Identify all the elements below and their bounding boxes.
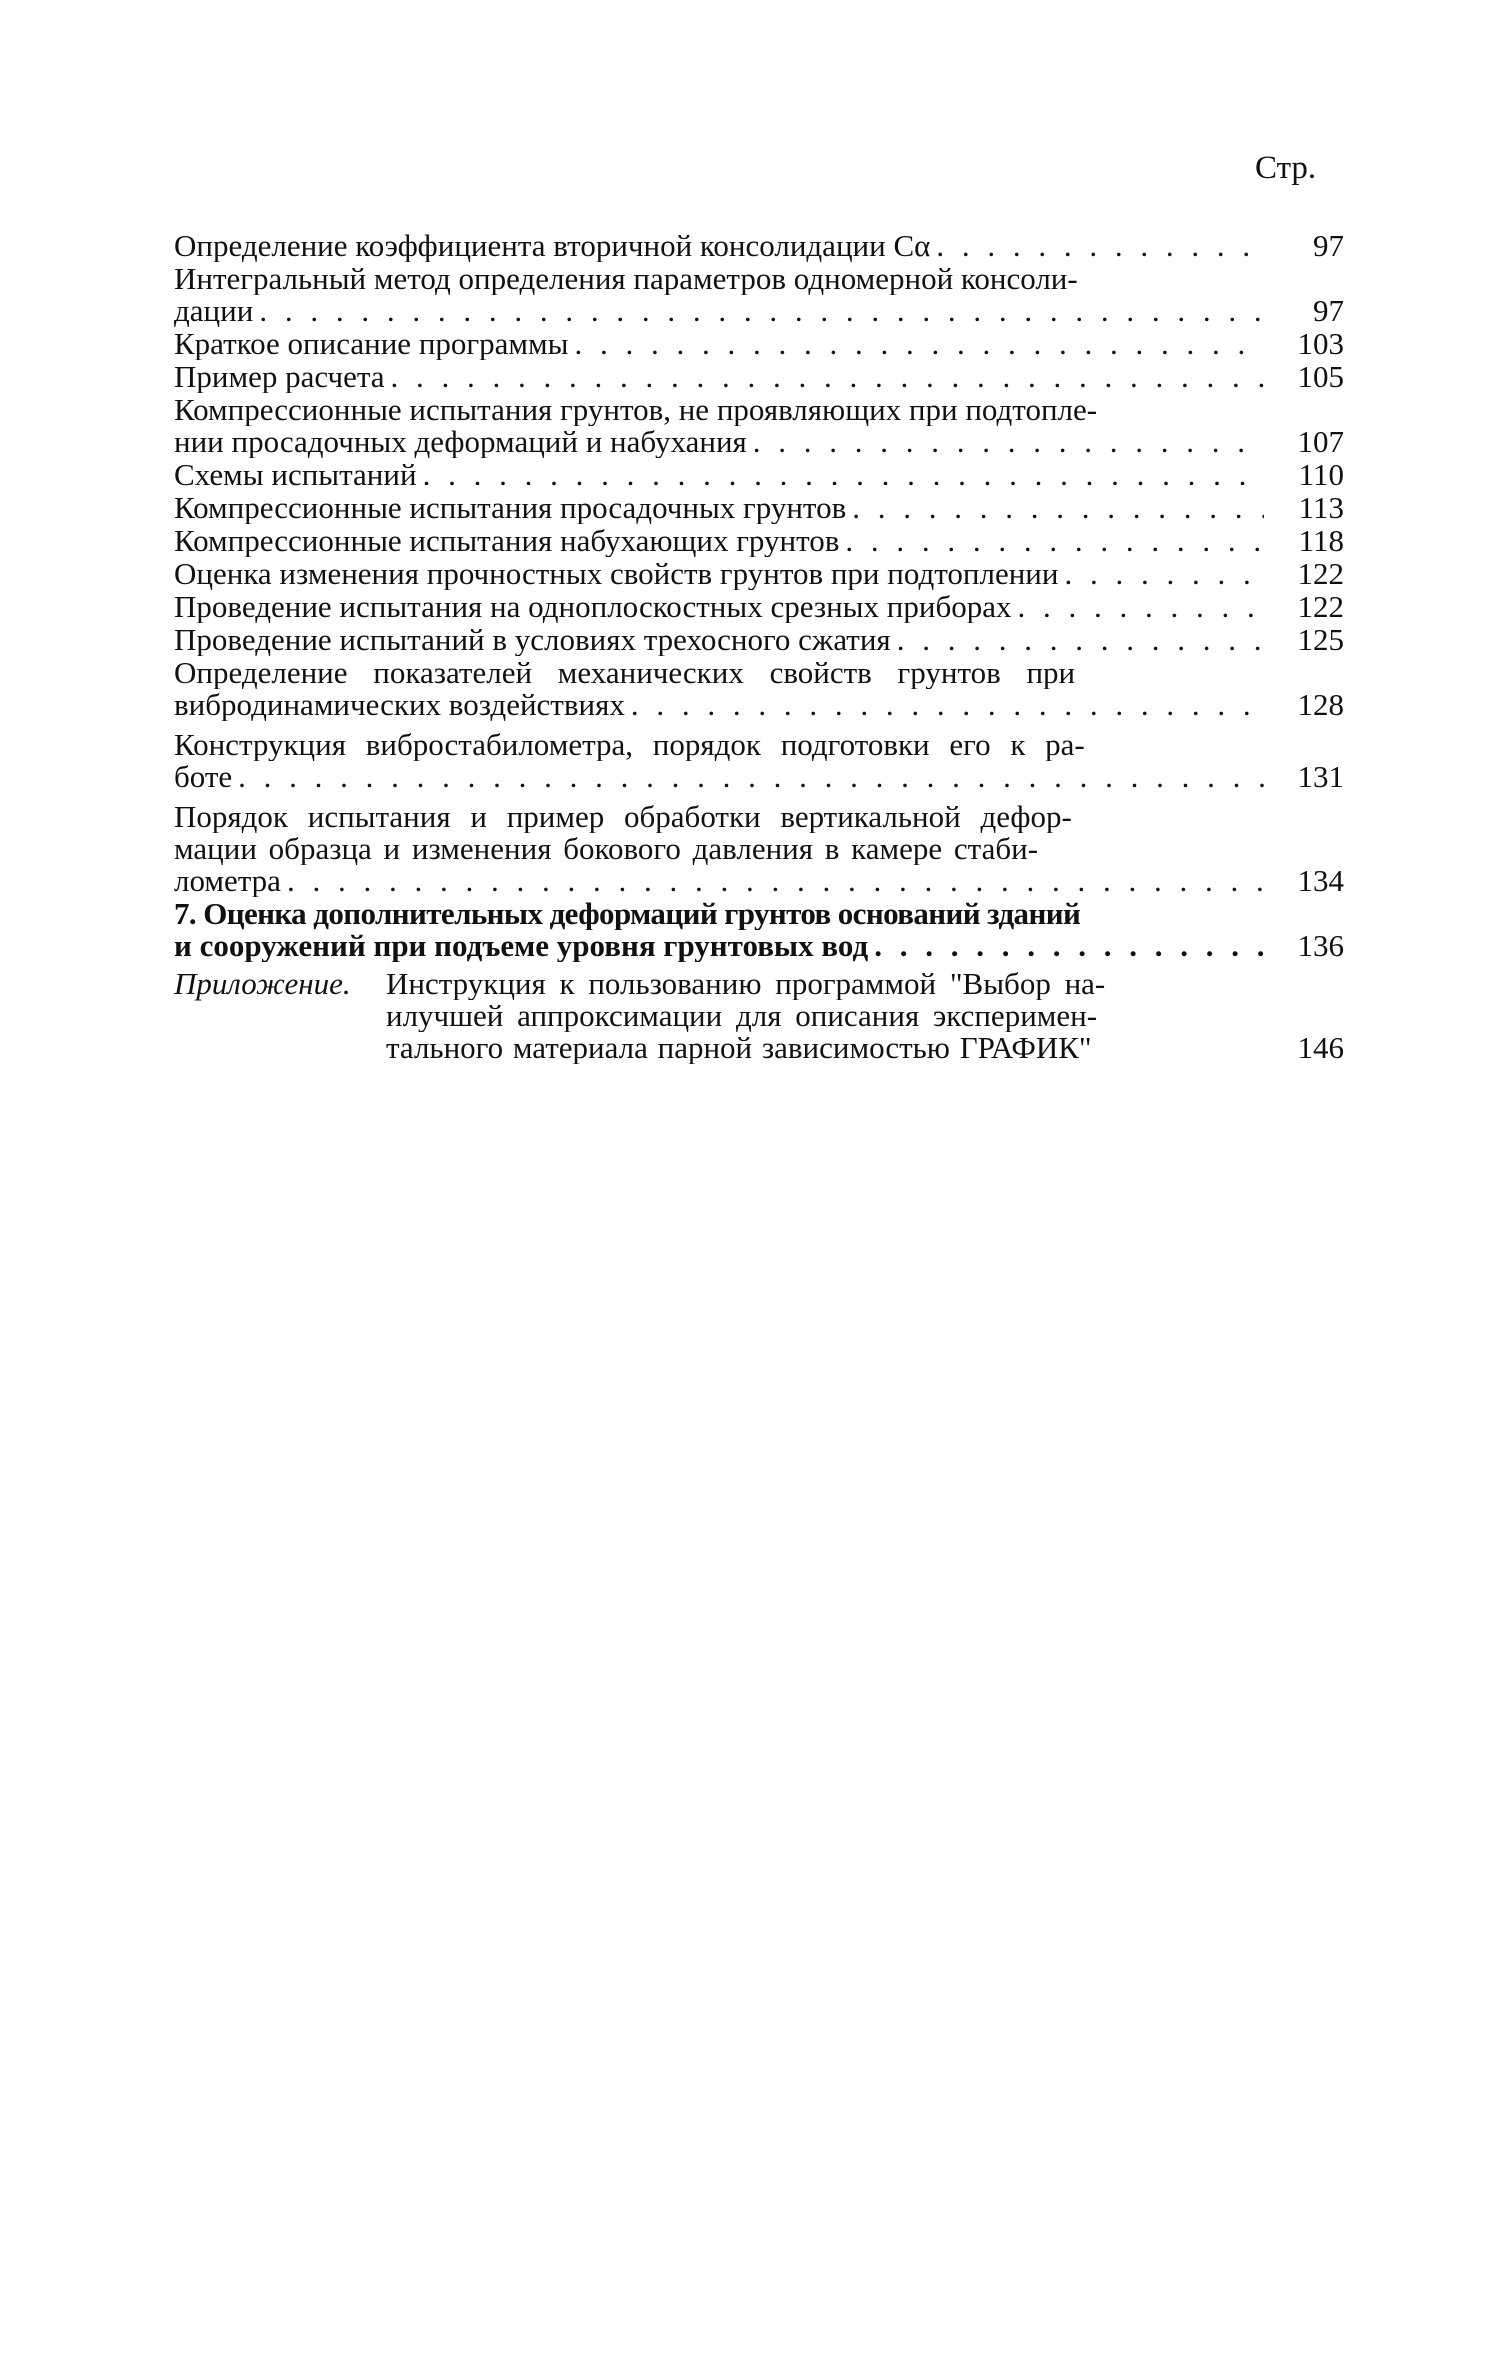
toc-entry-title: [174, 230, 1264, 262]
toc-page-number: 97: [1313, 293, 1344, 328]
toc-entry: [174, 729, 1354, 793]
toc-entry-line: нии просадочных деформаций и набухания: [174, 426, 747, 458]
toc-entry: [174, 361, 1354, 393]
dot-leader: [574, 328, 1264, 360]
appendix-line: тального материала парной зависимостью ГРАФИК": [386, 1032, 1092, 1064]
toc-page-number: 122: [1297, 589, 1344, 624]
toc-entry-line: Компрессионные испытания грунтов, не проявляющих при подтопле-: [174, 394, 1098, 426]
toc-entry-title: [174, 263, 1264, 327]
toc-entry-line: Компрессионные испытания просадочных грунтов: [174, 492, 847, 524]
toc-entry: [174, 328, 1354, 360]
toc-entry-line: Интегральный метод определения параметров одномерной консоли-: [174, 263, 1078, 295]
dot-leader: [631, 689, 1264, 721]
toc-entry-line: Компрессионные испытания набухающих грунтов: [174, 525, 840, 557]
toc-entry: [174, 263, 1354, 327]
toc-entry: [174, 624, 1354, 656]
dot-leader: [845, 525, 1264, 557]
toc-page-number: 146: [1297, 1030, 1344, 1065]
toc-entry-line: Краткое описание программы: [174, 328, 569, 360]
appendix-label: Приложение.: [174, 966, 351, 1001]
toc-entry-title: [174, 525, 1264, 557]
dot-leader: [238, 761, 1264, 793]
toc-page-number: 113: [1298, 490, 1344, 525]
toc-entry: [174, 558, 1354, 590]
toc-entry-title: [174, 328, 1264, 360]
table-of-contents: [174, 230, 1354, 1064]
dot-leader: [391, 361, 1264, 393]
toc-entry: [174, 525, 1354, 557]
toc-entry-line: дации: [174, 295, 254, 327]
appendix-line: Инструкция к пользованию программой "Выбор на-: [386, 968, 1106, 1000]
toc-entry-title: [174, 492, 1264, 524]
toc-entry: [174, 394, 1354, 458]
toc-page-number: 136: [1297, 928, 1344, 963]
toc-page-number: 105: [1297, 359, 1344, 394]
toc-entry-line: мации образца и изменения бокового давления в камере стаби-: [174, 833, 1039, 865]
toc-entry-line: Определение показателей механических свойств грунтов при: [174, 657, 1076, 689]
toc-entry-title: [174, 361, 1264, 393]
dot-leader: [1017, 591, 1264, 623]
toc-entry: [174, 801, 1354, 897]
toc-page-number: 110: [1298, 457, 1344, 492]
dot-leader: [287, 865, 1264, 897]
toc-entry: [174, 591, 1354, 623]
toc-entry-line: Схемы испытаний: [174, 459, 417, 491]
dot-leader: [1064, 558, 1264, 590]
toc-entry-title: [174, 801, 1264, 897]
toc-page-number: 131: [1297, 759, 1344, 794]
toc-appendix: [174, 968, 1354, 1064]
toc-entry-line: лометра: [174, 865, 281, 897]
toc-entry-title: [174, 394, 1264, 458]
toc-entry-line: боте: [174, 761, 233, 793]
toc-entry-line: Проведение испытания на одноплоскостных срезных приборах: [174, 591, 1012, 623]
toc-page-number: 128: [1297, 687, 1344, 722]
toc-entry-line: Определение коэффициента вторичной консолидации Cα: [174, 230, 931, 262]
toc-entry-line: вибродинамических воздействиях: [174, 689, 625, 721]
dot-leader: [874, 930, 1264, 962]
toc-page-number: 122: [1297, 556, 1344, 591]
toc-entry-line: Проведение испытаний в условиях трехосного сжатия: [174, 624, 891, 656]
toc-entry-line: Конструкция вибростабилометра, порядок подготовки его к ра-: [174, 729, 1085, 761]
toc-page-number: 107: [1297, 424, 1344, 459]
toc-page-number: 103: [1297, 326, 1344, 361]
toc-entry: [174, 492, 1354, 524]
toc-page-number: 97: [1313, 228, 1344, 263]
toc-page-number: 118: [1298, 523, 1344, 558]
toc-page-number: 134: [1297, 863, 1344, 898]
toc-entry-title: [174, 591, 1264, 623]
toc-entry-title: [174, 558, 1264, 590]
toc-entry-line: Пример расчета: [174, 361, 385, 393]
toc-entry: [174, 459, 1354, 491]
toc-entry-title: [174, 459, 1264, 491]
page-column-header: Стр.: [1255, 150, 1317, 186]
toc-entry-title: [174, 729, 1264, 793]
toc-entry: [174, 230, 1354, 262]
dot-leader: [897, 624, 1264, 656]
toc-entry-chapter: [174, 898, 1354, 962]
toc-entry-line: Оценка изменения прочностных свойств грунтов при подтоплении: [174, 558, 1059, 590]
dot-leader: [423, 459, 1264, 491]
dot-leader: [852, 492, 1264, 524]
toc-entry-title: [174, 624, 1264, 656]
toc-entry-line: 7. Оценка дополнительных деформаций грунтов оснований зданий: [174, 898, 1081, 930]
toc-entry-line: и сооружений при подъеме уровня грунтовых вод: [174, 930, 869, 962]
appendix-line: илучшей аппроксимации для описания эксперимен-: [386, 1000, 1098, 1032]
appendix-title: [386, 968, 1264, 1064]
toc-entry-title: [174, 898, 1264, 962]
dot-leader: [753, 426, 1264, 458]
dot-leader: [936, 230, 1264, 262]
toc-entry-title: [174, 657, 1264, 721]
toc-page-number: 125: [1297, 622, 1344, 657]
toc-entry: [174, 657, 1354, 721]
dot-leader: [259, 295, 1264, 327]
toc-entry-line: Порядок испытания и пример обработки вертикальной дефор-: [174, 801, 1072, 833]
